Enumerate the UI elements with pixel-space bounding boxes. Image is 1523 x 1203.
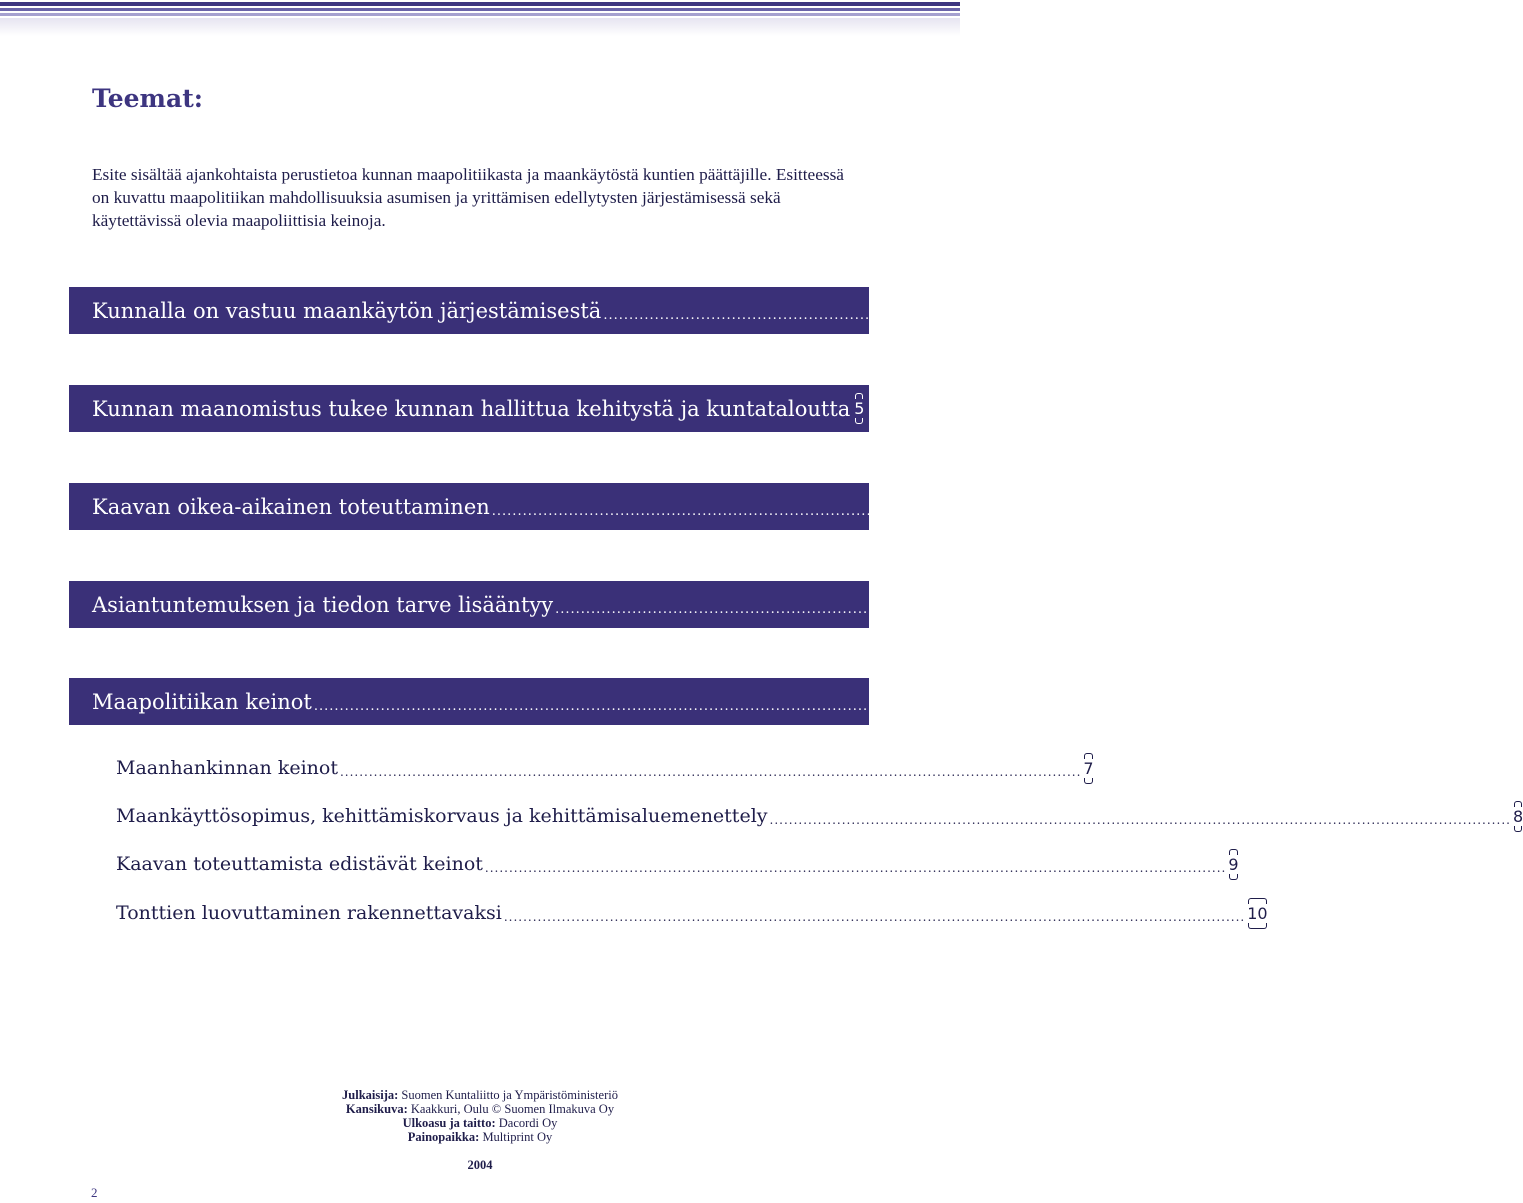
toc-item-label: Asiantuntemuksen ja tiedon tarve lisääntyy bbox=[92, 592, 554, 617]
colophon-label: Painopaikka: bbox=[407, 1130, 480, 1144]
colophon-line bbox=[0, 1088, 960, 1102]
leader-dots: .......................................................................................................................................................... bbox=[339, 765, 1082, 779]
toc-item-label: Kunnan maanomistus tukee kunnan hallittua kehitystä ja kuntataloutta bbox=[92, 396, 851, 421]
toc-subitem[interactable] bbox=[116, 898, 1268, 928]
toc-subitem-label: Tonttien luovuttaminen rakennettavaksi bbox=[116, 902, 502, 924]
leader-dots: .......................................................................................................................................................... bbox=[484, 861, 1227, 875]
leader-dots: .......................................................................................................................................................... bbox=[491, 504, 1283, 519]
toc-page-number: 5 bbox=[854, 395, 864, 422]
toc-item[interactable] bbox=[69, 385, 869, 432]
stripe bbox=[0, 18, 960, 36]
leader-dots: .......................................................................................................................................................... bbox=[603, 308, 1394, 323]
colophon bbox=[0, 1088, 960, 1144]
toc-item-label: Maapolitiikan keinot bbox=[92, 689, 312, 714]
colophon-value: Kaakkuri, Oulu © Suomen Ilmakuva Oy bbox=[410, 1102, 615, 1116]
toc-page-number: 6 bbox=[1348, 591, 1358, 618]
toc-page-number: 10 bbox=[1247, 900, 1267, 927]
stripe bbox=[0, 2, 960, 6]
toc-page-number: 5 bbox=[1284, 493, 1294, 520]
leader-dots: .......................................................................................................................................................... bbox=[503, 910, 1246, 924]
colophon-line bbox=[0, 1116, 960, 1130]
toc-page-number: 9 bbox=[1228, 851, 1238, 878]
toc-subitem-label: Kaavan toteuttamista edistävät keinot bbox=[116, 853, 483, 875]
colophon-label: Julkaisija: bbox=[342, 1088, 399, 1102]
leader-dots: .......................................................................................................................................................... bbox=[769, 813, 1511, 827]
toc-item[interactable] bbox=[69, 581, 1358, 628]
colophon-value: Dacordi Oy bbox=[498, 1116, 558, 1130]
colophon-label: Ulkoasu ja taitto: bbox=[402, 1116, 496, 1130]
colophon-value: Multiprint Oy bbox=[482, 1130, 553, 1144]
toc-item[interactable] bbox=[69, 483, 1295, 530]
toc-subitem[interactable] bbox=[116, 801, 1523, 831]
intro-paragraph: Esite sisältää ajankohtaista perustietoa kunnan maapolitiikasta ja maankäytöstä kuntien päättäjille. Esitteessä on kuvattu maapolitiikan mahdollisuuksia asumisen ja yrittämisen edellytysten järjestämisessä sekä käytettävissä olevia maapoliittisia keinoja. bbox=[92, 165, 844, 230]
toc-item-label: Kaavan oikea-aikainen toteuttaminen bbox=[92, 494, 490, 519]
header-stripes bbox=[0, 0, 960, 40]
toc-page-number: 8 bbox=[1513, 803, 1523, 830]
page-number: 2 bbox=[91, 1185, 98, 1200]
toc-page-number: 7 bbox=[1083, 755, 1093, 782]
toc-subitem-label: Maankäyttösopimus, kehittämiskorvaus ja kehittämisaluemenettely bbox=[116, 805, 768, 827]
toc-page-number: 3 bbox=[1396, 297, 1406, 324]
leader-dots: .......................................................................................................................................................... bbox=[555, 602, 1346, 617]
toc-item-label: Kunnalla on vastuu maankäytön järjestämisestä bbox=[92, 298, 602, 323]
colophon-line bbox=[0, 1130, 960, 1144]
leader-dots: .......................................................................................................................................................... bbox=[313, 699, 1105, 714]
colophon-label: Kansikuva: bbox=[345, 1102, 408, 1116]
page-title: Teemat: bbox=[92, 84, 203, 113]
toc-page-number: 7 bbox=[1106, 688, 1116, 715]
toc-subitem[interactable] bbox=[116, 753, 1094, 783]
toc-item[interactable] bbox=[69, 678, 1117, 725]
colophon-line bbox=[0, 1102, 960, 1116]
toc-subitem[interactable] bbox=[116, 849, 1239, 879]
publication-year: 2004 bbox=[467, 1158, 493, 1172]
stripe bbox=[0, 13, 960, 16]
colophon-value: Suomen Kuntaliitto ja Ympäristöministeriö bbox=[401, 1088, 618, 1102]
toc-item[interactable] bbox=[69, 287, 1406, 334]
toc-subitem-label: Maanhankinnan keinot bbox=[116, 757, 338, 779]
stripe bbox=[0, 8, 960, 11]
